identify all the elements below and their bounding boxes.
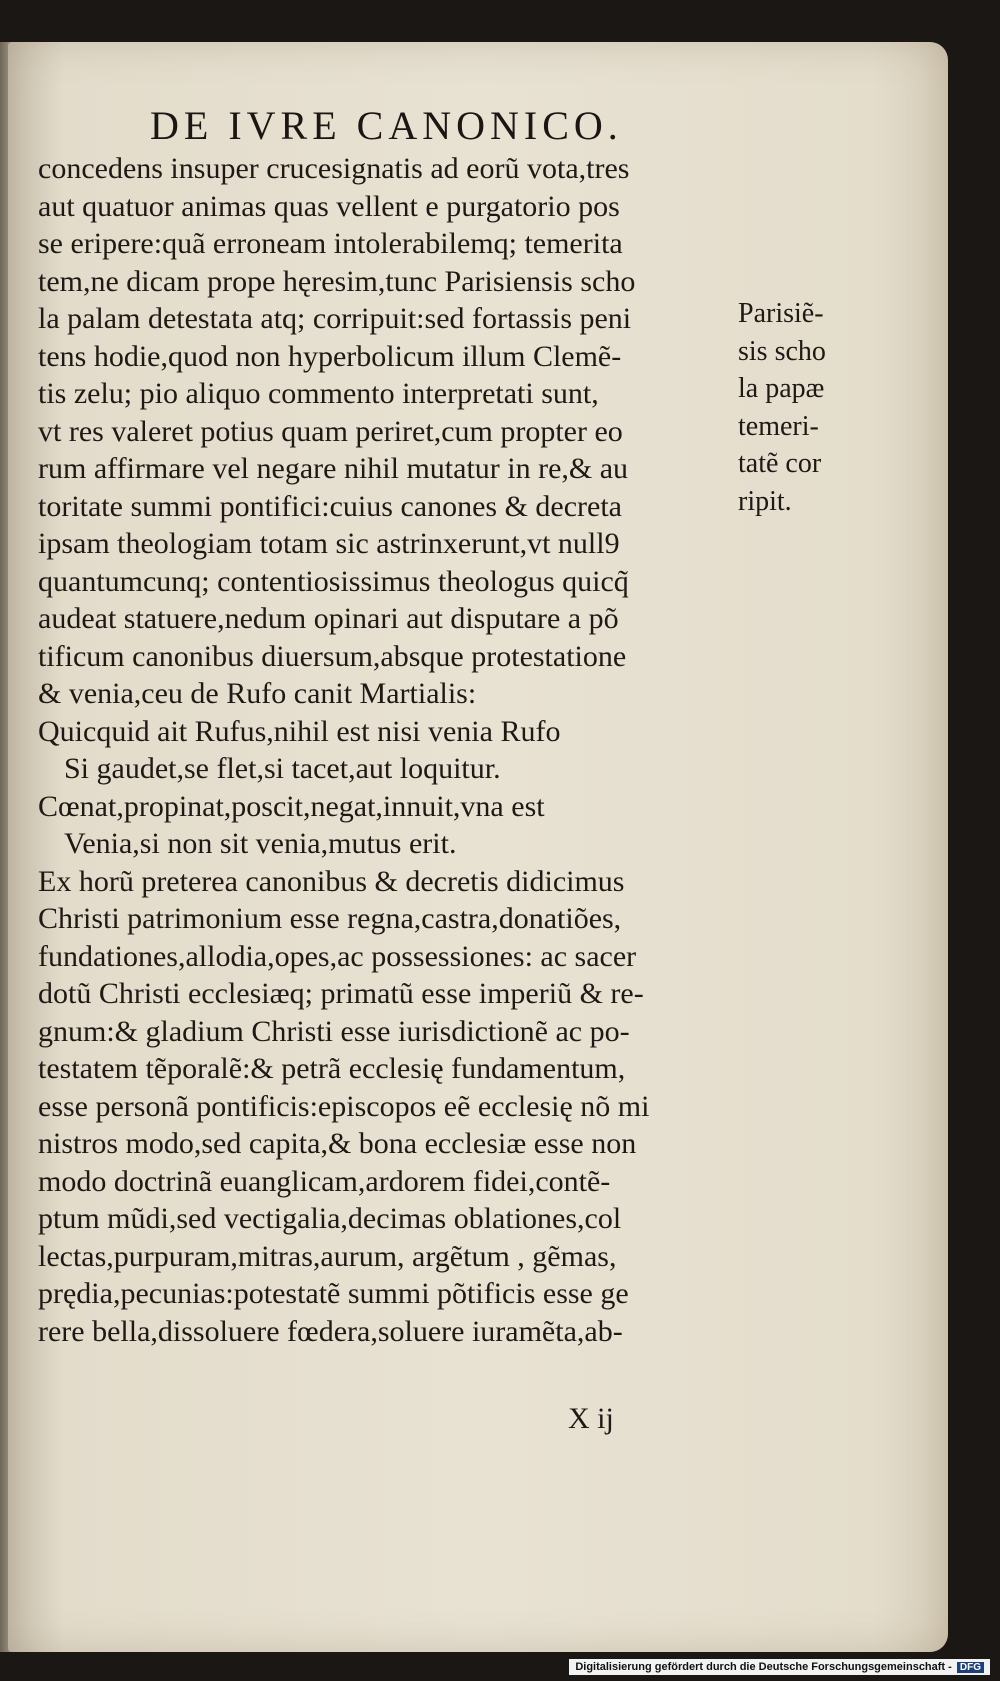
text-line: fundationes,allodia,opes,ac possessiones: ac sacer <box>38 939 637 973</box>
marginal-note-line: sis scho <box>738 335 826 367</box>
text-line: toritate summi pontifici:cuius canones & decreta <box>38 489 622 523</box>
text-line: esse personã pontificis:episcopos eẽ ecclesię nõ mi <box>38 1089 650 1123</box>
marginal-note-line: Parisiẽ- <box>738 298 824 329</box>
text-line: ipsam theologiam totam sic astrinxerunt,vt null9 <box>38 527 620 560</box>
text-line: la palam detestata atq; corripuit:sed fortassis peni <box>38 302 632 335</box>
dfg-logo: DFG <box>957 1662 984 1673</box>
main-text-block <box>38 150 758 1350</box>
text-line: quantumcunq; contentiosissimus theologus quicq̃ <box>38 564 629 598</box>
footer-text: Digitalisierung gefördert durch die Deutsche Forschungsgemeinschaft - <box>575 1661 952 1673</box>
text-line: Quicquid ait Rufus,nihil est nisi venia Rufo <box>38 714 561 748</box>
text-line: testatem tẽporalẽ:& petrã ecclesię fundamentum, <box>38 1052 626 1085</box>
marginal-note-line: temeri- <box>738 410 819 442</box>
text-line: rum affirmare vel negare nihil mutatur in re,& au <box>38 452 629 485</box>
text-line: prędia,pecunias:potestatẽ summi põtificis esse ge <box>38 1277 629 1310</box>
marginal-note-line: la papæ <box>738 373 825 404</box>
marginal-note-line: tatẽ cor <box>738 448 822 479</box>
text-line: tem,ne dicam prope hęresim,tunc Parisiensis scho <box>38 264 636 298</box>
text-line: vt res valeret potius quam periret,cum propter eo <box>38 414 623 448</box>
text-line: Venia,si non sit venia,mutus erit. <box>64 827 457 860</box>
text-line: Christi patrimonium esse regna,castra,donatiões, <box>38 902 622 935</box>
marginal-note <box>738 295 826 520</box>
text-line: modo doctrinã euanglicam,ardorem fidei,contẽ- <box>38 1164 611 1198</box>
text-line: audeat statuere,nedum opinari aut disputare a põ <box>38 602 619 635</box>
text-line: nistros modo,sed capita,& bona ecclesiæ esse non <box>38 1127 637 1160</box>
text-line: & venia,ceu de Rufo canit Martialis: <box>38 677 477 710</box>
text-line: rere bella,dissoluere fœdera,soluere iuramẽta,ab- <box>38 1314 623 1348</box>
text-line: aut quatuor animas quas vellent e purgatorio pos <box>38 189 620 223</box>
text-line: gnum:& gladium Christi esse iurisdictionẽ ac po- <box>38 1014 630 1048</box>
text-line: ptum mũdi,sed vectigalia,decimas oblationes,col <box>38 1202 622 1235</box>
marginal-note-line: ripit. <box>738 485 792 517</box>
signature-mark: X ij <box>568 1402 614 1435</box>
text-line: dotũ Christi ecclesiæq; primatũ esse imperiũ & re- <box>38 977 644 1010</box>
text-line: tificum canonibus diuersum,absque protestatione <box>38 639 627 673</box>
text-line: tis zelu; pio aliquo commento interpretati sunt, <box>38 377 599 410</box>
text-line: se eripere:quã erroneam intolerabilemq; temerita <box>38 227 623 260</box>
text-line: Cœnat,propinat,poscit,negat,innuit,vna est <box>38 789 545 823</box>
text-line: lectas,purpuram,mitras,aurum, argẽtum , gẽmas, <box>38 1239 617 1273</box>
digitization-footer <box>569 1659 990 1675</box>
running-header: DE IVRE CANONICO. <box>150 103 623 148</box>
text-line: Si gaudet,se flet,si tacet,aut loquitur. <box>64 752 501 785</box>
text-line: concedens insuper crucesignatis ad eorũ vota,tres <box>38 152 630 185</box>
text-line: Ex horũ preterea canonibus & decretis didicimus <box>38 864 625 898</box>
text-line: tens hodie,quod non hyperbolicum illum Clemẽ- <box>38 339 622 373</box>
